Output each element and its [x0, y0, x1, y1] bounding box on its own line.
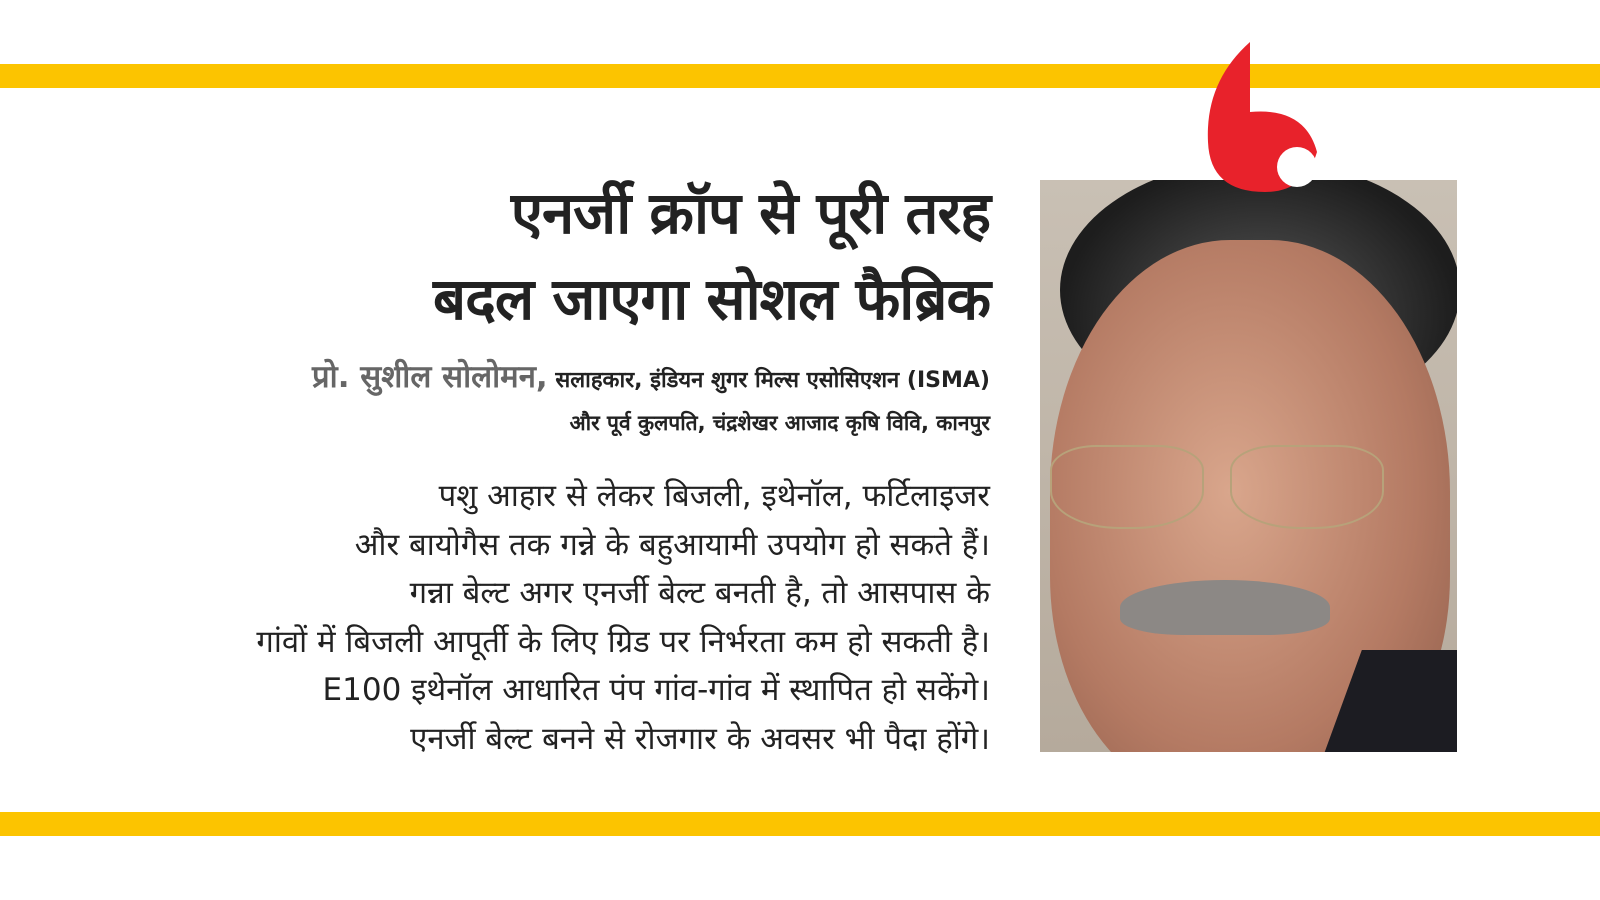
body-line: और बायोगैस तक गन्ने के बहुआयामी उपयोग हो सकते हैं। [354, 526, 990, 563]
headline-line: बदल जाएगा सोशल फैब्रिक [432, 265, 990, 333]
body-line: एनर्जी बेल्ट बनने से रोजगार के अवसर भी पैदा होंगे। [410, 720, 990, 757]
body-line: पशु आहार से लेकर बिजली, इथेनॉल, फर्टिलाइजर [438, 478, 990, 514]
author-photo [1040, 180, 1457, 752]
byline [312, 355, 990, 443]
body-line: गांवों में बिजली आपूर्ती के लिए ग्रिड पर निर्भरता कम हो सकती है। [256, 623, 990, 660]
body-line: गन्ना बेल्ट अगर एनर्जी बेल्ट बनती है, तो आसपास के [409, 575, 990, 611]
headline [433, 170, 990, 342]
author-role: सलाहकार, इंडियन शुगर मिल्स एसोसिएशन (ISMA) [555, 368, 990, 393]
top-accent-bar [0, 64, 1600, 88]
headline-line: एनर्जी क्रॉप से पूरी तरह [510, 179, 990, 247]
author-role-2: और पूर्व कुलपति, चंद्रशेखर आजाद कृषि विवि, कानपुर [569, 411, 990, 435]
body-line: E100 इथेनॉल आधारित पंप गांव-गांव में स्थापित हो सकेंगे। [322, 672, 990, 708]
author-name: प्रो. सुशील सोलोमन, [312, 359, 548, 395]
quote-mark-icon [1205, 42, 1320, 192]
bottom-accent-bar [0, 812, 1600, 836]
quote-body [256, 472, 990, 763]
